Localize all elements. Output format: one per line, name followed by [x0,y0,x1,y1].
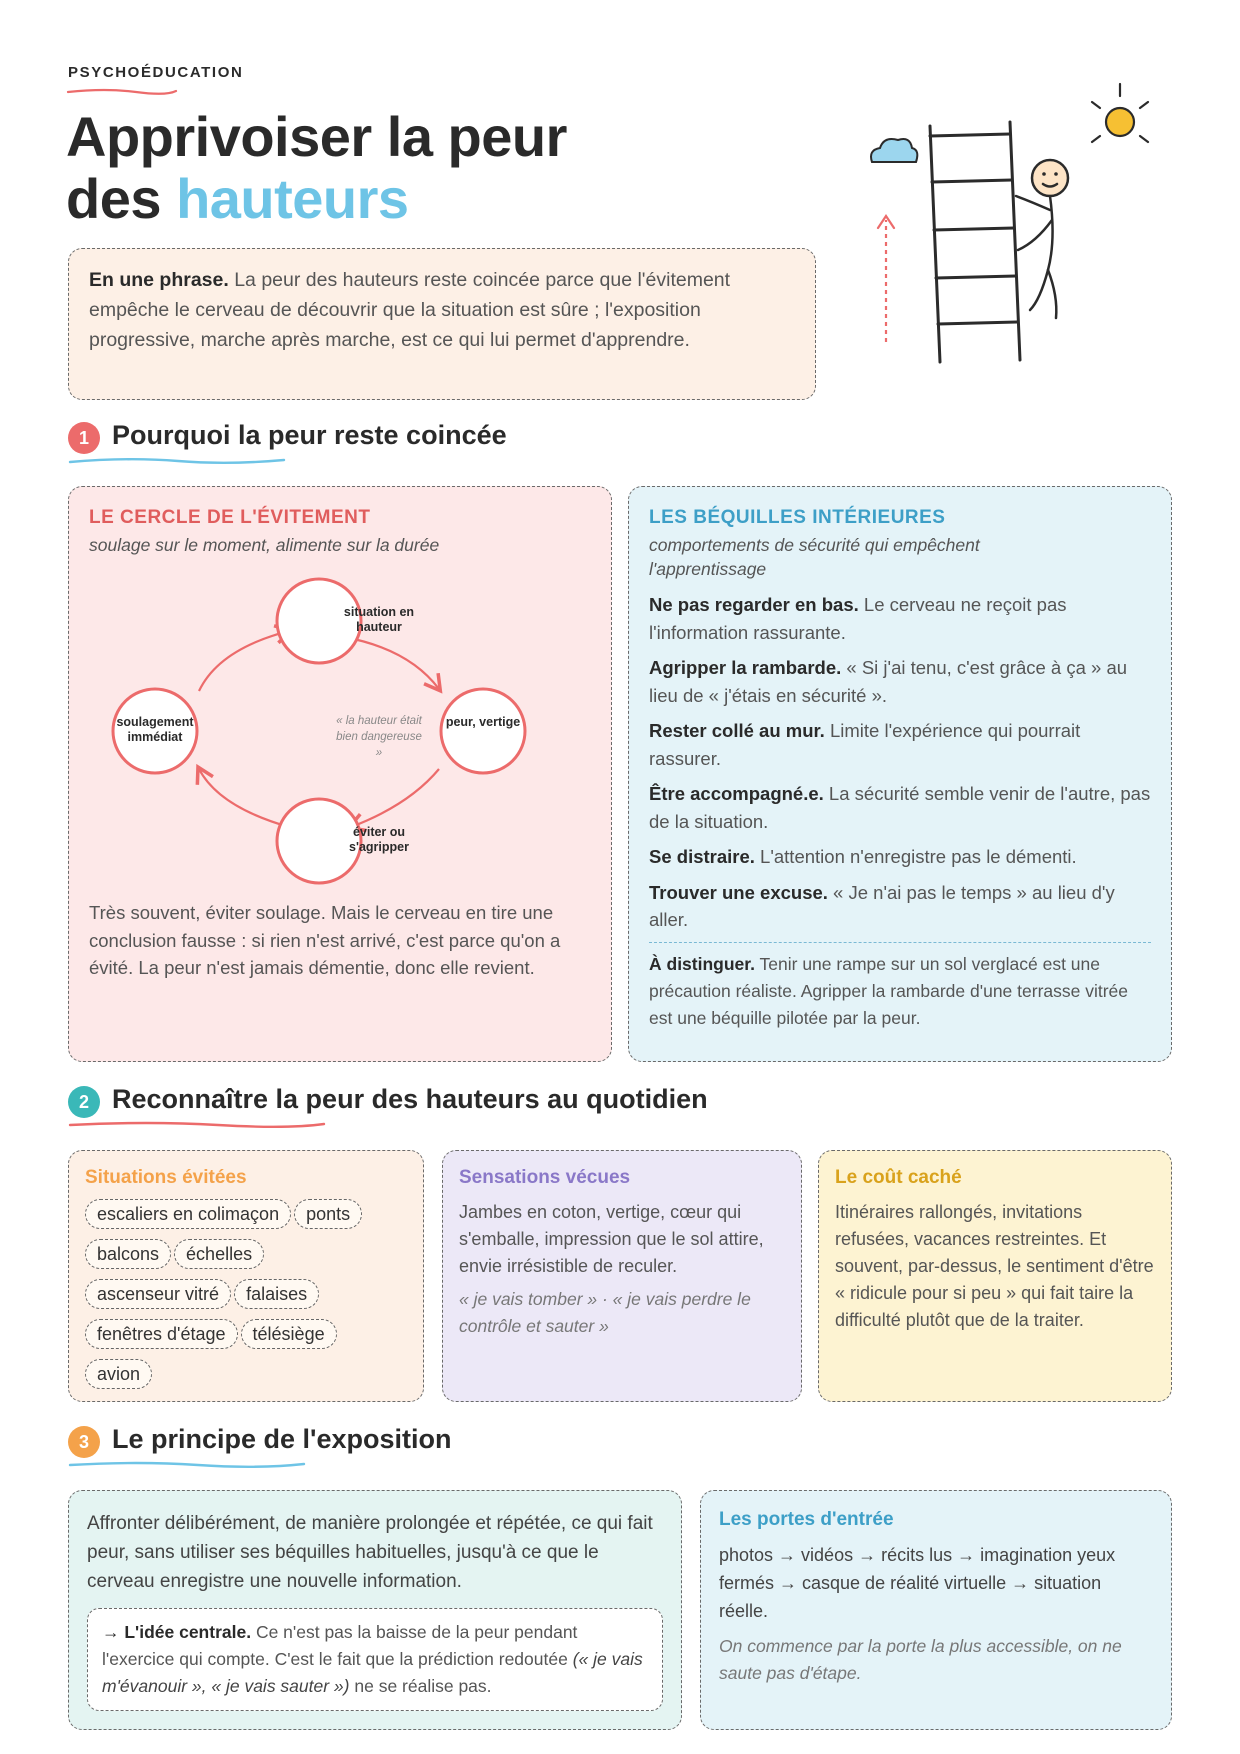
crutch-lead: Rester collé au mur. [649,720,825,741]
exposition-card [68,1490,682,1730]
crutch-text: L'attention n'enregistre pas le démenti. [754,846,1077,867]
node-right [441,689,525,773]
section3-title: Le principe de l'exposition [112,1424,452,1454]
eyebrow-underline [66,86,178,96]
cycle-node-top: situation en hauteur [343,605,415,634]
crutch-lead: Ne pas regarder en bas. [649,594,859,615]
cycle-node-right: peur, vertige [445,715,521,729]
idea-quote: (« je vais m'évanouir », « je vais sauter ») [102,1649,643,1696]
sensations-card [442,1150,802,1402]
crutch-item [649,780,1151,835]
pill: ascenseur vitré [85,1279,231,1309]
entry-doors-card [700,1490,1172,1730]
cycle-center-quote: « la hauteur était bien dangereuse » [336,715,422,759]
sensations-text: Jambes en coton, vertige, cœur qui s'emballe, impression que le sol attire, envie irrésistible de reculer. [459,1202,764,1276]
idea-lead: → L'idée centrale. [102,1622,252,1642]
sensations-quote: « je vais tomber » · « je vais perdre le contrôle et sauter » [459,1289,751,1336]
sun-icon [1092,84,1148,142]
situations-title: Situations évitées [85,1167,247,1188]
doors-note: On commence par la porte la plus accessible, on ne saute pas d'étape. [719,1636,1122,1683]
crutch-lead: Agripper la rambarde. [649,657,842,678]
summary-box [68,248,816,400]
doors-text: photos → vidéos → récits lus → imagination yeux fermés → casque de réalité virtuelle → situation réelle. [719,1545,1116,1621]
title-prefix: des [66,167,177,230]
title-line2 [66,168,567,230]
idea-tail: ne se réalise pas. [349,1676,492,1696]
crutches-divider [649,942,1151,943]
crutch-item [649,654,1151,709]
pill: télésiège [241,1319,337,1349]
crutch-lead: Trouver une excuse. [649,881,828,903]
arrow-bottom-left [199,769,289,827]
cost-title: Le coût caché [835,1167,962,1188]
cycle-card-body: Très souvent, éviter soulage. Mais le cerveau en tire une conclusion fausse : si rien n'est arrivé, c'est parce qu'on a évité. La peur n'est jamais démentie, donc elle revient. [89,902,561,978]
crutches-card-title: LES BÉQUILLES INTÉRIEURES [649,507,946,528]
crutch-text: Le cerveau ne reçoit pas l'information rassurante. [649,594,1067,643]
crutch-item [649,879,1151,934]
cost-text: Itinéraires rallongés, invitations refusées, vacances restreintes. Et souvent, par-dessus, le sentiment d'être « ridicule pour si peu » qui fait taire la difficulté plutôt que de la traiter. [835,1202,1154,1330]
central-idea-text [102,1619,648,1700]
section1-number: 1 [68,422,100,454]
crutch-text: « Si j'ai tenu, c'est grâce à ça » au lieu de « j'étais en sécurité ». [649,657,1128,706]
eyebrow: PSYCHOÉDUCATION [68,64,244,81]
section2-underline [68,1120,328,1130]
ladder-illustration [860,70,1180,370]
crutches-list [649,591,1151,934]
title-line1: Apprivoiser la peur [66,105,567,168]
crutch-text: « Je n'ai pas le temps » au lieu d'y aller. [649,881,1115,930]
sensations-title: Sensations vécues [459,1167,631,1188]
crutch-text: Limite l'expérience qui pourrait rassurer. [649,720,1081,769]
arrow-left-top [199,631,289,691]
crutches-card [628,486,1172,1062]
avoidance-cycle-card [68,486,612,1062]
section3-number: 3 [68,1426,100,1458]
arrow-top-right [344,637,439,689]
crutch-item [649,591,1151,646]
dashed-arrow-icon [878,216,894,342]
section2-title: Reconnaître la peur des hauteurs au quotidien [112,1084,708,1114]
ladder-icon [930,122,1020,362]
crutch-lead: Se distraire. [649,846,755,867]
title-accent: hauteurs [176,167,409,230]
section1-title: Pourquoi la peur reste coincée [112,420,507,450]
pill: ponts [294,1199,362,1229]
crutch-item [649,843,1151,871]
pill: balcons [85,1239,171,1269]
pill: falaises [234,1279,319,1309]
summary-text: La peur des hauteurs reste coincée parce que l'évitement empêche le cerveau de découvrir que la situation est sûre ; l'exposition progressive, marche après marche, est ce qui lui permet d'apprendre. [89,269,731,351]
page-title [66,106,567,230]
cloud-icon [871,139,917,162]
summary-lead: En une phrase. [89,269,229,291]
note-lead: À distinguer. [649,953,755,974]
pill: échelles [174,1239,264,1269]
exposition-principle: Affronter délibérément, de manière prolongée et répétée, ce qui fait peur, sans utiliser ses béquilles habituelles, jusqu'à ce que le cerveau enregistre une nouvelle information. [87,1513,653,1592]
pill: escaliers en colimaçon [85,1199,291,1229]
climber-icon [1016,160,1068,318]
section2-number: 2 [68,1086,100,1118]
cycle-card-subtitle: soulage sur le moment, alimente sur la durée [89,535,440,555]
cycle-node-bottom: éviter ou s'agripper [349,825,409,854]
situations-pills [85,1199,407,1399]
section1-underline [68,456,288,466]
cycle-node-left: soulagement immédiat [116,715,194,744]
crutches-card-subtitle: comportements de sécurité qui empêchent l'apprentissage [649,535,980,579]
cycle-card-title: LE CERCLE DE L'ÉVITEMENT [89,507,371,528]
pill: avion [85,1359,152,1389]
central-idea-box [87,1608,663,1711]
crutch-item [649,717,1151,772]
section3-underline [68,1460,308,1470]
crutch-lead: Être accompagné.e. [649,783,824,804]
crutch-text: La sécurité semble venir de l'autre, pas de la situation. [649,783,1151,832]
pill: fenêtres d'étage [85,1319,238,1349]
doors-title: Les portes d'entrée [719,1509,894,1530]
note-text: Tenir une rampe sur un sol verglacé est une précaution réaliste. Agripper la rambarde d'une terrasse vitrée est une béquille pilotée par la peur. [649,953,1129,1028]
crutches-note [649,951,1151,1032]
arrow-right-bottom [351,769,439,827]
situations-card [68,1150,424,1402]
hidden-cost-card [818,1150,1172,1402]
idea-text: Ce n'est pas la baisse de la peur pendant l'exercice qui compte. C'est le fait que la prédiction redoutée [102,1622,578,1669]
